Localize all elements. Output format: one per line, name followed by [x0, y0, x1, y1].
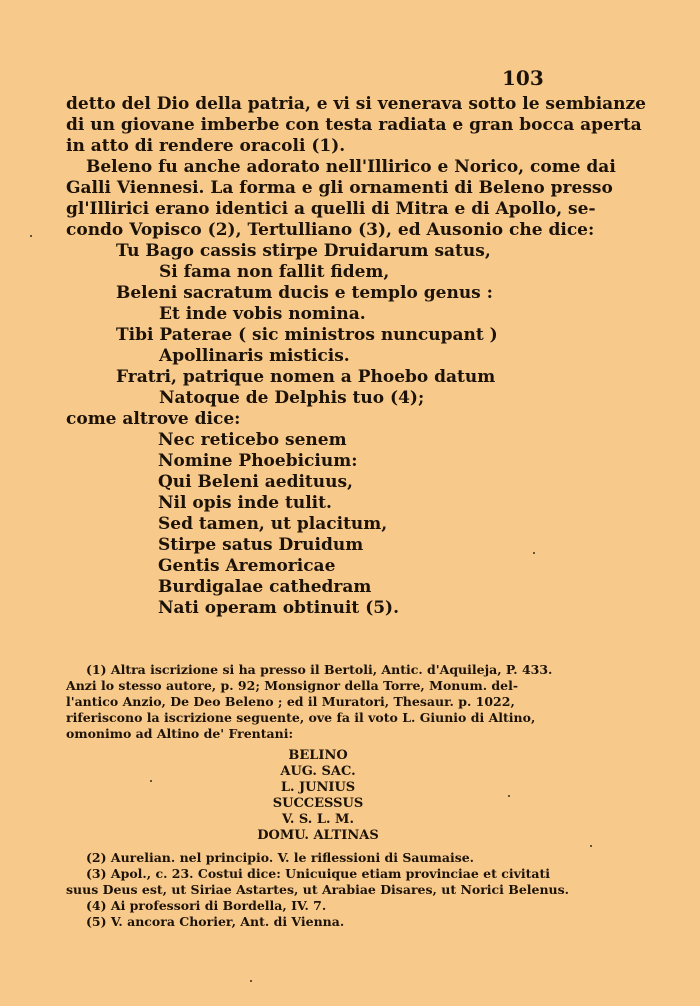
verse-line: Nati operam obtinuit (5).	[158, 598, 400, 618]
verse-line: Fratri, patrique nomen a Phoebo datum	[116, 367, 496, 387]
inscription-line: AUG. SAC.	[280, 764, 356, 779]
text-line: in atto di rendere oracoli (1).	[66, 136, 346, 156]
footnotes	[66, 662, 570, 930]
footnote-line: (3) Apol., c. 23. Costui dice: Unicuique etiam provinciae et civitati	[86, 866, 551, 881]
text-line: come altrove dice:	[66, 409, 241, 429]
inscription	[66, 748, 570, 844]
verse-line: Tibi Paterae ( sic ministros nuncupant )	[116, 325, 498, 345]
text-line: condo Vopisco (2), Tertulliano (3), ed Ausonio che dice:	[66, 220, 595, 240]
inscription-line: BELINO	[288, 748, 348, 763]
verse-line: Beleni sacratum ducis e templo genus :	[116, 283, 493, 303]
footnote-line: (1) Altra iscrizione si ha presso il Bertoli, Antic. d'Aquileja, P. 433.	[86, 662, 553, 677]
main-text	[66, 94, 646, 619]
page-number: 103	[502, 66, 544, 90]
footnote-line: (4) Ai professori di Bordella, IV. 7.	[86, 898, 327, 913]
paper-speck	[150, 780, 152, 782]
verse-line: Nil opis inde tulit.	[158, 493, 332, 513]
verse-line: Tu Bago cassis stirpe Druidarum satus,	[116, 241, 491, 261]
inscription-line: V. S. L. M.	[282, 812, 354, 827]
text-line: gl'Illirici erano identici a quelli di Mitra e di Apollo, se-	[66, 199, 596, 219]
text-line: detto del Dio della patria, e vi si venerava sotto le sembianze	[66, 94, 646, 114]
paper-speck	[590, 845, 592, 847]
verse-line: Stirpe satus Druidum	[158, 535, 364, 555]
verse-line: Qui Beleni aedituus,	[158, 472, 353, 492]
paper-speck	[30, 235, 32, 237]
inscription-line: DOMU. ALTINAS	[257, 828, 379, 843]
inscription-line: L. JUNIUS	[280, 780, 356, 795]
verse-line: Apollinaris misticis.	[159, 346, 350, 366]
footnote-line: Anzi lo stesso autore, p. 92; Monsignor della Torre, Monum. del-	[66, 678, 519, 693]
verse-line: Natoque de Delphis tuo (4);	[159, 388, 425, 408]
verse-line: Burdigalae cathedram	[158, 577, 372, 597]
text-line: Galli Viennesi. La forma e gli ornamenti di Beleno presso	[66, 178, 613, 198]
verse-line: Sed tamen, ut placitum,	[158, 514, 388, 534]
footnote-line: riferiscono la iscrizione seguente, ove fa il voto L. Giunio di Altino,	[66, 710, 536, 725]
text-line: di un giovane imberbe con testa radiata e gran bocca aperta	[66, 115, 642, 135]
verse-line: Si fama non fallit fidem,	[159, 262, 390, 282]
footnote-line: (5) V. ancora Chorier, Ant. di Vienna.	[86, 914, 345, 929]
paper-speck	[508, 795, 510, 797]
verse-line: Nomine Phoebicium:	[158, 451, 358, 471]
footnote-line: suus Deus est, ut Siriae Astartes, ut Arabiae Disares, ut Norici Belenus.	[66, 882, 570, 897]
text-line: Beleno fu anche adorato nell'Illirico e Norico, come dai	[86, 157, 616, 177]
paper-speck	[533, 552, 535, 554]
footnote-line: l'antico Anzio, De Deo Beleno ; ed il Muratori, Thesaur. p. 1022,	[66, 694, 515, 709]
footnote-line: (2) Aurelian. nel principio. V. le riflessioni di Saumaise.	[86, 850, 475, 865]
verse-line: Et inde vobis nomina.	[159, 304, 366, 324]
verse-line: Gentis Aremoricae	[158, 556, 336, 576]
inscription-line: SUCCESSUS	[272, 796, 364, 811]
paper-speck	[250, 980, 252, 982]
verse-line: Nec reticebo senem	[158, 430, 347, 450]
footnote-line: omonimo ad Altino de' Frentani:	[66, 726, 294, 741]
